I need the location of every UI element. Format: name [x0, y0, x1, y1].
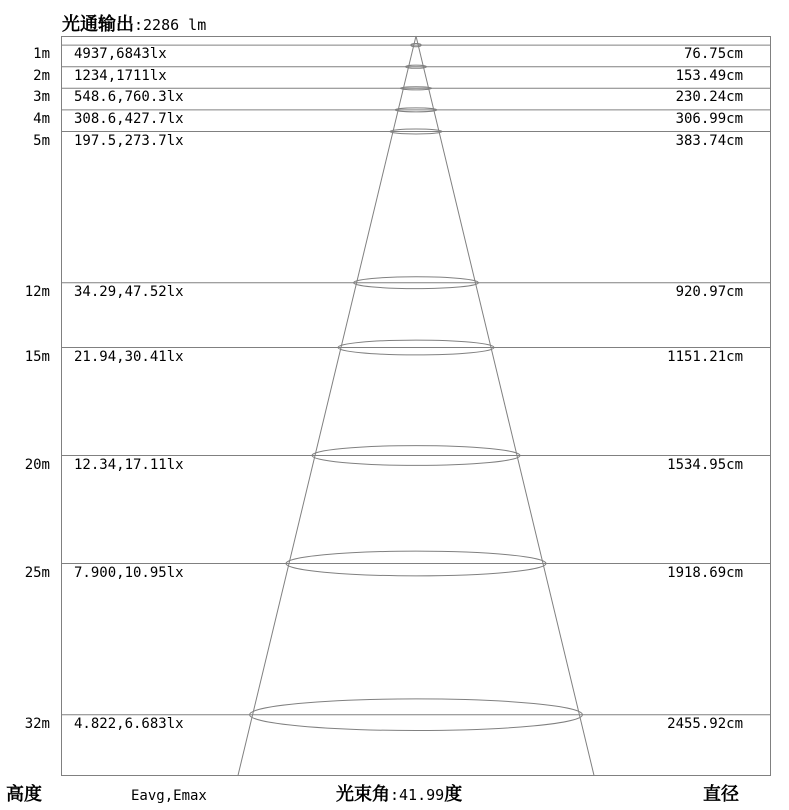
- row-diameter-label: 1534.95cm: [667, 456, 743, 473]
- row-diameter-label: 1918.69cm: [667, 564, 743, 581]
- luminous-flux-label: 光通输出: [62, 14, 134, 35]
- diameter-column-label: 直径: [703, 784, 739, 805]
- luminous-flux-title: [62, 10, 206, 36]
- row-illuminance-label: 7.900,10.95lx: [74, 564, 184, 581]
- beam-angle-value: :41.99: [390, 786, 445, 804]
- illuminance-column-label: Eavg,Emax: [131, 788, 207, 804]
- row-diameter-label: 2455.92cm: [667, 715, 743, 732]
- row-height-label: 5m: [33, 132, 50, 149]
- row-diameter-label: 920.97cm: [675, 283, 743, 300]
- row-illuminance-label: 12.34,17.11lx: [74, 456, 184, 473]
- row-illuminance-label: 34.29,47.52lx: [74, 283, 184, 300]
- beam-cone: [238, 36, 594, 775]
- row-height-label: 2m: [33, 67, 50, 84]
- beam-cone-right-edge: [416, 36, 594, 775]
- row-diameter-label: 230.24cm: [675, 89, 743, 106]
- row-diameter-label: 1151.21cm: [667, 348, 743, 365]
- row-diameter-label: 76.75cm: [683, 46, 743, 63]
- beam-angle-label-text: 光束角: [336, 784, 390, 805]
- row-height-label: 3m: [33, 89, 50, 106]
- beam-angle-label: [336, 786, 462, 804]
- beam-cone-left-edge: [238, 36, 416, 775]
- row-diameter-label: 306.99cm: [675, 110, 743, 127]
- row-diameter-label: 153.49cm: [675, 67, 743, 84]
- luminous-flux-value: :2286 lm: [134, 16, 207, 34]
- beam-cross-sections: [250, 44, 583, 731]
- row-height-label: 20m: [24, 456, 50, 473]
- row-height-label: 12m: [24, 283, 50, 300]
- row-illuminance-label: 4937,6843lx: [74, 46, 167, 63]
- row-height-label: 15m: [24, 348, 50, 365]
- row-illuminance-label: 308.6,427.7lx: [74, 110, 184, 127]
- row-illuminance-label: 548.6,760.3lx: [74, 89, 184, 106]
- row-height-label: 4m: [33, 110, 50, 127]
- row-diameter-label: 383.74cm: [675, 132, 743, 149]
- row-illuminance-label: 21.94,30.41lx: [74, 348, 184, 365]
- row-height-label: 1m: [33, 46, 50, 63]
- height-column-label: 高度: [6, 784, 42, 805]
- row-illuminance-label: 1234,1711lx: [74, 67, 167, 84]
- row-illuminance-label: 4.822,6.683lx: [74, 715, 184, 732]
- row-height-label: 25m: [24, 564, 50, 581]
- row-illuminance-label: 197.5,273.7lx: [74, 132, 184, 149]
- row-height-label: 32m: [24, 715, 50, 732]
- beam-angle-unit: 度: [444, 784, 463, 805]
